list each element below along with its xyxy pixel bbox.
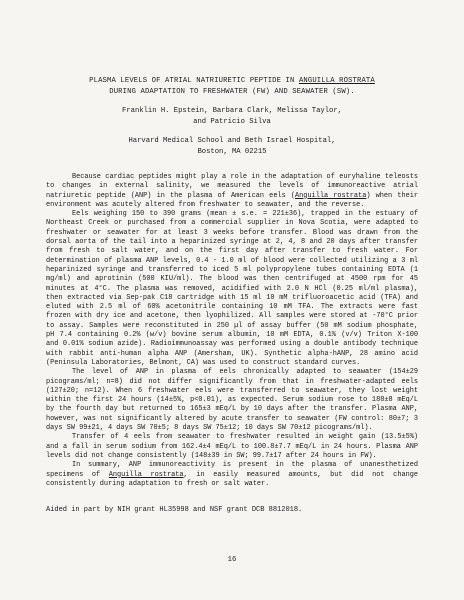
species-name: Anguilla rostrata (295, 191, 367, 200)
title-line-1: PLASMA LEVELS OF ATRIAL NATRIURETIC PEPTIDE IN ANGUILLA ROSTRATA (89, 77, 375, 85)
paragraph-methods: Eels weighing 150 to 390 grams (mean ± s.e. = 221±36), trapped in the estuary of Northeast Creek or purchased from a commercial supplier in Nova Scotia, were adapted to freshwater or seawater for at least 3 weeks before transfer. Blood was drawn from the dorsal aorta of the tail into a heparinized syringe at 2, 4, 8 and 20 days after transfer from fresh to salt water, and on the first day after transfer to fresh water. For determination of plasma ANP levels, 0.4 - 1.0 ml of blood were collected utilizing a 3 ml heparinized syringe and transferred to iced 5 ml polypropylene tubes containing EDTA (1 mg/ml) and aprotinin (500 KIU/ml). The blood was then centrifuged at 4500 rpm for 45 minutes at 4°C. The plasma was removed, acidified with 2.0 N HCl (0.25 ml/ml plasma), then extracted via Sep-pak C18 cartridge with 15 ml 10 mM trifluoroacetic acid (TFA) and eluted with 2.5 ml of 60% acetonitrile containing 10 mM TFA. The extracts were fast frozen with dry ice and acetone, then lyophilized. All samples were stored at -70°C prior to assay. Samples were reconstituted in 250 µl of assay buffer (50 mM sodium phosphate, pH 7.4 containing 0.2% (w/v) bovine serum albumin, 10 mM EDTA, 0.1% (v/v) Triton X-100 and 0.01% sodium azide). Radioimmunoassay was performed using a double antibody technique with rabbit anti-human alpha ANP (Amersham, UK). Synthetic alpha-hANP, 28 amino acid (Peninsula Laboratories, Belmont, CA) was used to construct standard curves. (46, 210, 418, 367)
paragraph-intro: Because cardiac peptides might play a role in the adaptation of euryhaline teleosts to changes in external salinity, we measured the levels of immunoreactive atrial natriuretic peptide (ANP) in the plasma of American eels (Anguilla rostrata) when their environment was acutely altered from freshwater to seawater, and the reverse. (46, 173, 419, 209)
acknowledgment: Aided in part by NIH grant HL35998 and NSF grant DCB 8812018. (46, 506, 303, 515)
species-name: Anguilla rostrata (108, 470, 184, 479)
paper-title (46, 76, 418, 98)
paragraph-results-sw: The level of ANP in plasma of eels chronically adapted to seawater (154±29 picograms/ml; n=8) did not differ significantly from that in freshwater-adapted eels (127±20; n=12). When 6 freshwater eels were transferred to seawater, they lost weight within the first 24 hours (14±5%, p<0.01), as expected. Serum sodium rose to 188±8 mEq/L by the fourth day but returned to 165±3 mEq/L by 10 days after the transfer. Plasma ANP, however, was not significantly altered by acute transfer to seawater (FW control: 80±7; 3 days SW 99±21, 4 days SW 70±5; 8 days SW 75±12; 10 days SW 70±12 picograms/ml). (46, 368, 418, 433)
affiliation: Harvard Medical School and Beth Israel Hospital, Boston, MA 02215 (128, 137, 336, 156)
paragraph-summary: In summary, ANP immunoreactivity is present in the plasma of unanesthetized specimens of Anguilla rostrata, in easily measured amounts, but did not change consistently during adaptation to fresh or salt water. (46, 461, 418, 488)
species-name: ANGUILLA ROSTRATA (298, 77, 375, 85)
abstract-body (46, 173, 418, 489)
paragraph-results-fw: Transfer of 4 eels from seawater to freshwater resulted in weight gain (13.5±5%) and a fall in serum sodium from 162.4±4 mEq/L to 100.8±7.7 mEq/L in 24 hours. Plasma ANP levels did not change consistently (148±39 in SW; 99.7±17 after 24 hours in FW). (46, 433, 418, 460)
page-number: 16 (227, 556, 237, 564)
title-line-2: DURING ADAPTATION TO FRESHWATER (FW) AND SEAWATER (SW). (109, 88, 355, 96)
author-list: Franklin H. Epstein, Barbara Clark, Melissa Taylor, and Patricio Silva (122, 107, 342, 126)
